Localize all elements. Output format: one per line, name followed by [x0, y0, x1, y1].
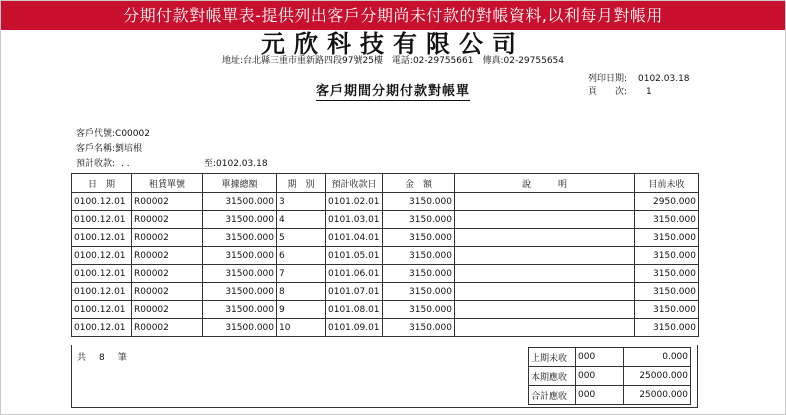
cell-doc-total: 31500.000	[203, 301, 277, 319]
table-row	[72, 229, 699, 247]
cell-outstanding: 3150.000	[635, 211, 699, 229]
summary-row	[529, 367, 691, 386]
cell-due-date: 0101.04.01	[326, 229, 383, 247]
cell-due-date: 0101.03.01	[326, 211, 383, 229]
cell-outstanding: 3150.000	[635, 319, 699, 337]
summary-value: 0.000	[624, 348, 691, 367]
cell-doc-total: 31500.000	[203, 265, 277, 283]
document-title-text: 客戶期間分期付款對帳單	[315, 84, 470, 99]
page-number-label: 頁 次:	[588, 87, 628, 97]
cell-amount: 3150.000	[383, 283, 455, 301]
cell-description	[455, 229, 635, 247]
cell-date: 0100.12.01	[72, 283, 132, 301]
cell-due-date: 0101.07.01	[326, 283, 383, 301]
cell-date: 0100.12.01	[72, 229, 132, 247]
cell-amount: 3150.000	[383, 247, 455, 265]
description-banner: 分期付款對帳單表-提供列出客戶分期尚未付款的對帳資料,以利每月對帳用	[1, 1, 785, 30]
collection-period-end: 至:0102.03.18	[204, 159, 268, 169]
cell-doc-total: 31500.000	[203, 247, 277, 265]
col-header-doc-total: 單據總額	[203, 174, 277, 193]
summary-row	[529, 386, 691, 405]
cell-outstanding: 3150.000	[635, 229, 699, 247]
cell-lease-no: R00002	[132, 265, 203, 283]
print-date-label: 列印日期:	[588, 74, 628, 84]
cell-period: 7	[277, 265, 326, 283]
collection-period-start: . .	[121, 159, 130, 169]
cell-lease-no: R00002	[132, 301, 203, 319]
summary-code: 000	[576, 386, 624, 405]
cell-lease-no: R00002	[132, 247, 203, 265]
summary-label: 上期未收	[529, 348, 576, 367]
cell-due-date: 0101.06.01	[326, 265, 383, 283]
cell-date: 0100.12.01	[72, 319, 132, 337]
customer-code	[76, 126, 150, 139]
statement-table	[71, 173, 699, 337]
cell-period: 6	[277, 247, 326, 265]
cell-period: 5	[277, 229, 326, 247]
summary-value: 25000.000	[624, 367, 691, 386]
cell-due-date: 0101.08.01	[326, 301, 383, 319]
cell-lease-no: R00002	[132, 229, 203, 247]
company-address: 地址:台北縣三重市重新路四段97號25樓 電話:02-29755661 傳真:02-29755654	[221, 56, 565, 66]
cell-period: 3	[277, 193, 326, 211]
print-date-value: 0102.03.18	[638, 74, 690, 84]
cell-outstanding: 2950.000	[635, 193, 699, 211]
cell-amount: 3150.000	[383, 319, 455, 337]
record-count: 共 8 筆	[77, 353, 129, 363]
cell-date: 0100.12.01	[72, 265, 132, 283]
cell-description	[455, 211, 635, 229]
company-name: 元欣科技有限公司	[261, 29, 525, 58]
col-header-amount: 金 額	[383, 174, 455, 193]
col-header-description: 說 明	[455, 174, 635, 193]
customer-name	[76, 141, 142, 154]
summary-code: 000	[576, 367, 624, 386]
customer-code-value: C00002	[115, 129, 150, 139]
cell-lease-no: R00002	[132, 193, 203, 211]
summary-label: 合計應收	[529, 386, 576, 405]
table-row	[72, 247, 699, 265]
cell-period: 4	[277, 211, 326, 229]
collection-period	[76, 156, 326, 169]
table-body	[72, 193, 699, 337]
cell-doc-total: 31500.000	[203, 283, 277, 301]
cell-description	[455, 265, 635, 283]
cell-due-date: 0101.05.01	[326, 247, 383, 265]
cell-outstanding: 3150.000	[635, 265, 699, 283]
table-row	[72, 265, 699, 283]
cell-date: 0100.12.01	[72, 211, 132, 229]
summary-value: 25000.000	[624, 386, 691, 405]
col-header-due-date: 預計收款日	[326, 174, 383, 193]
cell-date: 0100.12.01	[72, 193, 132, 211]
table-row	[72, 319, 699, 337]
cell-date: 0100.12.01	[72, 247, 132, 265]
cell-outstanding: 3150.000	[635, 247, 699, 265]
cell-description	[455, 283, 635, 301]
cell-lease-no: R00002	[132, 211, 203, 229]
cell-description	[455, 319, 635, 337]
customer-name-label: 客戶名稱:	[76, 144, 116, 154]
customer-code-label: 客戶代號:	[76, 129, 116, 139]
cell-due-date: 0101.02.01	[326, 193, 383, 211]
cell-amount: 3150.000	[383, 211, 455, 229]
totals-section	[71, 345, 698, 408]
cell-amount: 3150.000	[383, 229, 455, 247]
col-header-lease-no: 租賃單號	[132, 174, 203, 193]
cell-lease-no: R00002	[132, 319, 203, 337]
summary-label: 本期應收	[529, 367, 576, 386]
page-number-value: 1	[646, 87, 652, 97]
col-header-period: 期 別	[277, 174, 326, 193]
cell-doc-total: 31500.000	[203, 193, 277, 211]
print-info	[588, 73, 690, 99]
collection-period-label: 預計收款:	[76, 159, 116, 169]
cell-doc-total: 31500.000	[203, 211, 277, 229]
table-header-row	[72, 174, 699, 193]
table-row	[72, 301, 699, 319]
cell-amount: 3150.000	[383, 301, 455, 319]
summary-row	[529, 348, 691, 367]
table-row	[72, 193, 699, 211]
col-header-date: 日 期	[72, 174, 132, 193]
cell-amount: 3150.000	[383, 193, 455, 211]
cell-amount: 3150.000	[383, 265, 455, 283]
col-header-outstanding: 目前未收	[635, 174, 699, 193]
customer-name-value: 劉培根	[115, 144, 143, 154]
table-row	[72, 211, 699, 229]
table-row	[72, 283, 699, 301]
cell-due-date: 0101.09.01	[326, 319, 383, 337]
summary-code: 000	[576, 348, 624, 367]
cell-lease-no: R00002	[132, 283, 203, 301]
cell-description	[455, 247, 635, 265]
summary-table	[528, 347, 691, 405]
cell-doc-total: 31500.000	[203, 229, 277, 247]
cell-description	[455, 193, 635, 211]
cell-outstanding: 3150.000	[635, 301, 699, 319]
cell-doc-total: 31500.000	[203, 319, 277, 337]
cell-date: 0100.12.01	[72, 301, 132, 319]
cell-period: 10	[277, 319, 326, 337]
cell-outstanding: 3150.000	[635, 283, 699, 301]
cell-description	[455, 301, 635, 319]
cell-period: 8	[277, 283, 326, 301]
cell-period: 9	[277, 301, 326, 319]
